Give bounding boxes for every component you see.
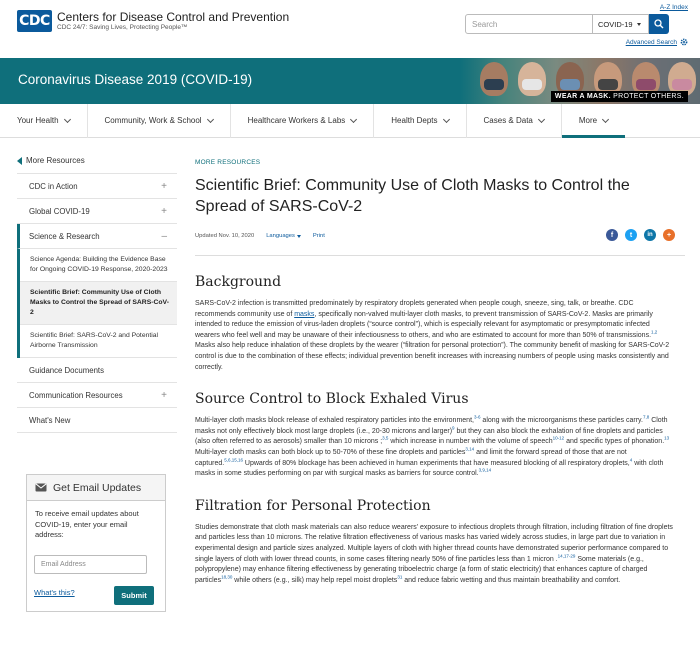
search-scope-select[interactable] <box>593 14 649 34</box>
social-share <box>606 229 675 241</box>
envelope-icon <box>35 483 47 492</box>
chevron-down-icon <box>350 115 357 122</box>
search-scope-value: COVID-19 <box>598 19 633 29</box>
nav-your-health[interactable]: Your Health <box>0 104 88 138</box>
heading-background: Background <box>195 274 282 290</box>
cdc-logo[interactable]: CDC <box>17 10 52 32</box>
sidebar-item-global-covid[interactable]: Global COVID-19 + <box>17 199 177 224</box>
masks-link[interactable]: masks <box>294 310 315 318</box>
banner-title[interactable]: Coronavirus Disease 2019 (COVID-19) <box>18 72 253 87</box>
main-content <box>195 152 685 586</box>
sidebar-subitem-airborne[interactable]: Scientific Brief: SARS-CoV-2 and Potential Airborne Transmission <box>20 325 177 358</box>
sidebar <box>17 152 177 433</box>
email-updates-title: Get Email Updates <box>53 481 142 494</box>
caret-left-icon <box>17 157 22 165</box>
sidebar-subitem-cloth-masks[interactable]: Scientific Brief: Community Use of Cloth Masks to Control the Spread of SARS-CoV-2 <box>20 282 177 325</box>
citation[interactable]: 3-6 <box>473 414 481 420</box>
twitter-icon[interactable]: t <box>625 229 637 241</box>
org-tagline: CDC 24/7: Saving Lives, Protecting People™ <box>57 24 188 31</box>
search-button[interactable] <box>649 14 669 34</box>
more-resources-label: More Resources <box>26 156 85 165</box>
nav-cases-data[interactable]: Cases & Data <box>467 104 562 138</box>
plus-icon[interactable]: + <box>161 180 167 192</box>
citation[interactable]: 14,17-29 <box>557 553 576 559</box>
more-resources-link[interactable] <box>17 152 177 173</box>
citation[interactable]: 10-12 <box>552 436 565 442</box>
citation[interactable]: 9 <box>452 425 455 431</box>
citation[interactable]: 3,9,14 <box>478 467 492 473</box>
chevron-down-icon <box>602 115 609 122</box>
citation[interactable]: 7,8 <box>642 414 650 420</box>
caret-down-icon <box>637 23 641 26</box>
page-title: Scientific Brief: Community Use of Cloth Masks to Control the Spread of SARS-CoV-2 <box>195 177 630 215</box>
sidebar-item-whats-new[interactable]: What's New <box>17 408 177 433</box>
plus-icon[interactable]: + <box>161 205 167 217</box>
print-link[interactable]: Print <box>312 233 325 239</box>
caret-down-icon <box>297 235 301 238</box>
heading-filtration: Filtration for Personal Protection <box>195 497 431 514</box>
masked-people-image <box>460 58 700 104</box>
divider <box>195 255 685 256</box>
citation[interactable]: 4 <box>629 457 633 463</box>
gear-icon <box>680 38 688 46</box>
linkedin-icon[interactable]: in <box>644 229 656 241</box>
paragraph-background: SARS-CoV-2 infection is transmitted predominately by respiratory droplets generated when people cough, sneeze, sing, talk, or breathe. CDC recommends community use of masks, specifically non-valved multi-layer cloth masks, to prevent transmission of SARS-CoV-2. Masks are primarily intended to reduce the emission of virus-laden droplets (“source control”), which is especially relevant for asymptomatic or presymptomatic infected wearers who feel well and may be unaware of their infectiousness to others, and who are estimated to account for more than 50% of transmissions.$^{1,2}$ Masks also help reduce inhalation of these droplets by the wearer (“filtration for personal protection”). The community benefit of masking for SARS-CoV-2 control is due to the combination of these effects; individual prevention benefit increases with increasing numbers of people using masks consistently and correctly. <box>195 300 670 371</box>
citation[interactable]: 1,2 <box>651 329 658 335</box>
email-field[interactable]: Email Address <box>34 555 147 574</box>
advanced-search-link[interactable] <box>626 38 688 46</box>
languages-dropdown[interactable]: Languages <box>266 233 301 239</box>
search-placeholder: Search <box>472 19 498 29</box>
covid-banner <box>0 58 700 104</box>
whats-this-link[interactable]: What's this? <box>34 588 75 597</box>
email-updates-text: To receive email updates about COVID-19, enter your email address: <box>35 509 139 539</box>
citation[interactable]: 18,30 <box>221 574 233 580</box>
citation[interactable]: 3,5 <box>382 436 389 442</box>
search-icon <box>654 19 664 29</box>
sidebar-item-science-research[interactable]: Science & Research – <box>17 224 177 249</box>
org-name[interactable]: Centers for Disease Control and Prevention <box>57 10 290 24</box>
sidebar-item-cdc-in-action[interactable]: CDC in Action + <box>17 174 177 199</box>
chevron-down-icon <box>63 115 70 122</box>
citation[interactable]: 13 <box>664 436 670 442</box>
heading-source-control: Source Control to Block Exhaled Virus <box>195 391 469 408</box>
email-updates-box <box>26 474 166 612</box>
main-nav <box>0 104 700 138</box>
minus-icon[interactable]: – <box>161 230 167 242</box>
nav-healthcare[interactable]: Healthcare Workers & Labs <box>231 104 375 138</box>
sidebar-sublist <box>17 249 177 358</box>
advanced-search-label: Advanced Search <box>625 38 677 46</box>
facebook-icon[interactable]: f <box>606 229 618 241</box>
updated-date: Updated Nov. 10, 2020 <box>195 233 255 239</box>
az-index-link[interactable]: A-Z Index <box>659 4 688 11</box>
mask-slogan: WEAR A MASK. PROTECT OTHERS. <box>551 91 688 102</box>
sidebar-item-communication[interactable]: Communication Resources + <box>17 383 177 408</box>
site-header <box>0 0 700 58</box>
plus-icon[interactable]: + <box>161 389 167 401</box>
nav-health-depts[interactable]: Health Depts <box>374 104 466 138</box>
chevron-down-icon <box>207 115 214 122</box>
citation[interactable]: 3,14 <box>465 446 475 452</box>
sidebar-subitem-science-agenda[interactable]: Science Agenda: Building the Evidence Base for Ongoing COVID-19 Response, 2020-2023 <box>20 249 177 282</box>
chevron-down-icon <box>442 115 449 122</box>
search-input[interactable] <box>465 14 593 34</box>
paragraph-filtration: Studies demonstrate that cloth mask materials can also reduce wearers’ exposure to infectious droplets through filtration, including filtration of fine droplets and particles less than 10 microns. The relative filtration effectiveness of various masks has varied widely across studies, in large part due to variation in experimental design and particle sizes analyzed. Multiple layers of cloth with higher thread counts have demonstrated superior performance compared to single layers of cloth with lower thread counts, in some cases filtering nearly 50% of fine particles less than 1 micron .$^{14,17-29}$ Some materials (e.g., polypropylene) may enhance filtering effectiveness by generating triboelectric charge (a form of static electricity) that enhances capture of charged particles$^{18,30}$ while others (e.g., silk) may help repel moist droplets$^{31}$ and reduce fabric wetting and thus maintain breathability and comfort. <box>195 523 673 584</box>
paragraph-source-control: Multi-layer cloth masks block release of exhaled respiratory particles into the environment,$^{3-6}$ along with the microorganisms these particles carry.$^{7,8}$ Cloth masks not only effectively block most large droplets (i.e., 20-30 microns and larger)$^9$ but they can also block the exhalation of fine droplets and particles (also often referred to as aerosols) smaller than 10 microns ;$^{3,5}$ which increase in number with the volume of speech$^{10-12}$ and specific types of phonation.$^{13}$ Multi-layer cloth masks can both block up to 50-70% of these fine droplets and particles$^{3,14}$ and limit the forward spread of those that are not captured.$^{5,6,15,16}$ Upwards of 80% blockage has been achieved in human experiments that have measured blocking of all respiratory droplets,$^4$ with cloth masks in some studies performing on par with surgical masks as barriers for source control.$^{3,9,14}$ <box>195 414 670 478</box>
submit-button[interactable]: Submit <box>114 586 154 605</box>
citation[interactable]: 5,6,15,16 <box>224 457 243 463</box>
email-updates-header <box>27 475 165 501</box>
citation[interactable]: 31 <box>397 574 403 580</box>
nav-more[interactable]: More <box>562 104 625 138</box>
section-label: MORE RESOURCES <box>195 159 261 166</box>
article-meta <box>195 225 685 247</box>
sidebar-item-guidance-docs[interactable]: Guidance Documents <box>17 358 177 383</box>
nav-community[interactable]: Community, Work & School <box>88 104 231 138</box>
syndicate-icon[interactable]: + <box>663 229 675 241</box>
chevron-down-icon <box>538 115 545 122</box>
